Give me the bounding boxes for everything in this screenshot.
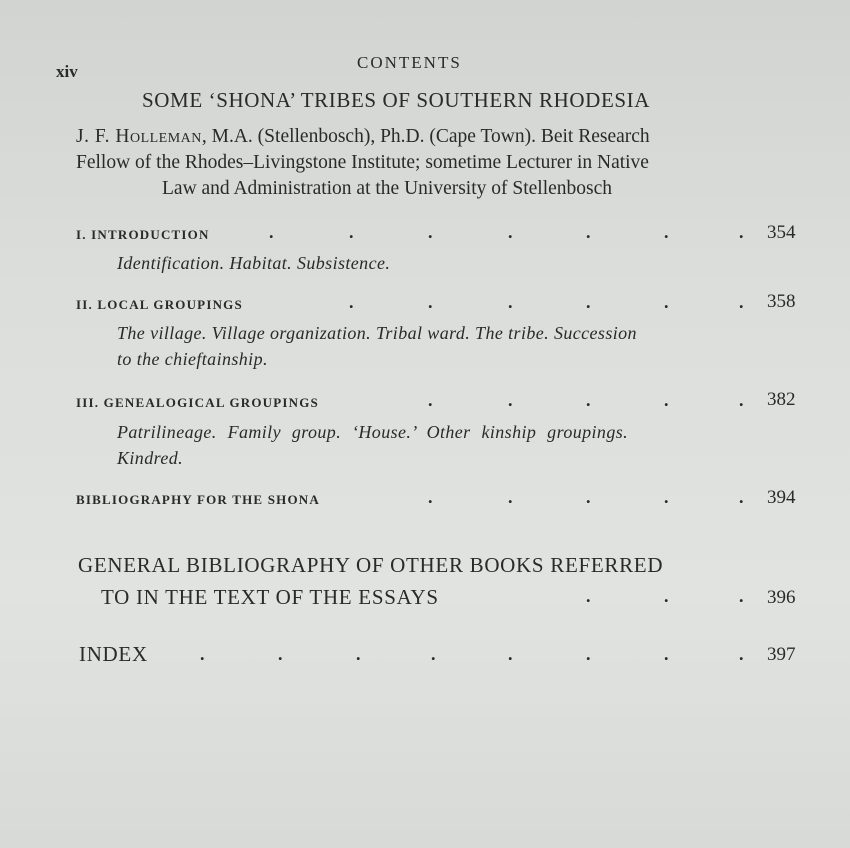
toc-page-number: 358 xyxy=(767,291,796,312)
toc-entry-description: Identification. Habitat. Subsistence. xyxy=(117,253,391,273)
toc-page-number: 397 xyxy=(767,644,796,665)
leader-dot: . xyxy=(664,390,669,410)
leader-dot: . xyxy=(349,222,354,242)
leader-dot: . xyxy=(428,292,433,312)
leader-dot: . xyxy=(586,390,591,410)
author-line-2: Fellow of the Rhodes–Livingstone Institute; sometime Lecturer in Native xyxy=(76,152,649,173)
leader-dot: . xyxy=(508,222,513,242)
author-line-1 xyxy=(76,124,650,150)
leader-dot: . xyxy=(664,222,669,242)
leader-dot: . xyxy=(269,222,274,242)
author-name: J. F. Holleman xyxy=(76,126,202,147)
leader-dot: . xyxy=(739,487,744,507)
running-title: CONTENTS xyxy=(357,53,462,72)
leader-dot: . xyxy=(586,586,591,606)
toc-entry-description: Kindred. xyxy=(117,448,184,468)
general-bibliography-line-2: TO IN THE TEXT OF THE ESSAYS xyxy=(101,585,439,609)
leader-dot: . xyxy=(586,292,591,312)
leader-dot: . xyxy=(664,586,669,606)
toc-page-number: 396 xyxy=(767,587,796,608)
leader-dot: . xyxy=(739,222,744,242)
leader-dot: . xyxy=(278,644,283,664)
leader-dot: . xyxy=(508,487,513,507)
leader-dot: . xyxy=(739,586,744,606)
index-label: INDEX xyxy=(79,642,148,666)
leader-dot: . xyxy=(428,487,433,507)
author-credentials: , M.A. (Stellenbosch), Ph.D. (Cape Town). Beit Research xyxy=(201,126,650,147)
leader-dot: . xyxy=(428,222,433,242)
leader-dot: . xyxy=(664,487,669,507)
leader-dot: . xyxy=(664,292,669,312)
leader-dot: . xyxy=(431,644,436,664)
toc-page-number: 382 xyxy=(767,389,796,410)
leader-dot: . xyxy=(508,644,513,664)
toc-entry-heading: II. LOCAL GROUPINGS xyxy=(76,297,243,312)
toc-entry-description: Patrilineage. Family group. ‘House.’ Other kinship groupings. xyxy=(117,422,629,442)
page-number: xiv xyxy=(56,62,78,81)
toc-entry-description: The village. Village organization. Tribal ward. The tribe. Succession xyxy=(117,323,637,343)
toc-entry-heading: BIBLIOGRAPHY FOR THE SHONA xyxy=(76,492,320,507)
leader-dot: . xyxy=(739,390,744,410)
toc-entry-description: to the chieftainship. xyxy=(117,349,268,369)
toc-page-number: 394 xyxy=(767,487,796,508)
leader-dot: . xyxy=(349,292,354,312)
toc-entry-heading: III. GENEALOGICAL GROUPINGS xyxy=(76,395,319,410)
toc-entry-heading: I. INTRODUCTION xyxy=(76,227,210,242)
leader-dot: . xyxy=(586,487,591,507)
leader-dot: . xyxy=(428,390,433,410)
author-block xyxy=(76,124,650,202)
leader-dot: . xyxy=(586,644,591,664)
leader-dot: . xyxy=(200,644,205,664)
leader-dot: . xyxy=(739,292,744,312)
general-bibliography-line-1: GENERAL BIBLIOGRAPHY OF OTHER BOOKS REFERRED xyxy=(78,553,664,577)
toc-page-number: 354 xyxy=(767,222,796,243)
leader-dot: . xyxy=(664,644,669,664)
leader-dot: . xyxy=(739,644,744,664)
leader-dot: . xyxy=(356,644,361,664)
leader-dot: . xyxy=(508,292,513,312)
author-line-3: Law and Administration at the University of Stellenbosch xyxy=(162,178,613,199)
essay-title: SOME ‘SHONA’ TRIBES OF SOUTHERN RHODESIA xyxy=(142,88,651,112)
leader-dot: . xyxy=(508,390,513,410)
leader-dot: . xyxy=(586,222,591,242)
